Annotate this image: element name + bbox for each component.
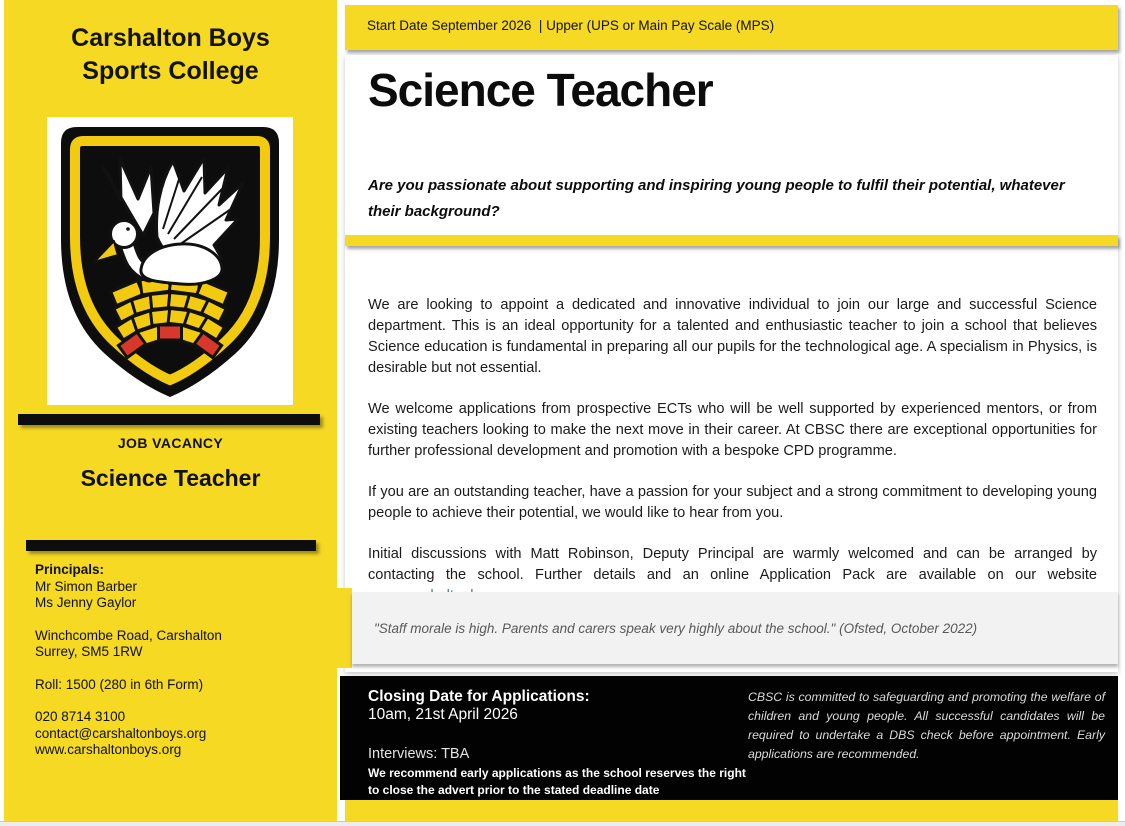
school-crest-box (47, 117, 293, 405)
sidebar-role-title: Science Teacher (80, 465, 261, 491)
job-vacancy-label: JOB VACANCY (117, 435, 224, 451)
page-title: Science Teacher (368, 64, 713, 116)
bottom-yellow-bar (345, 800, 1118, 821)
principal-name: Mr Simon Barber (35, 578, 138, 594)
start-date-pay-scale: Start Date September 2026 | Upper (UPS or Main Pay Scale (MPS) (367, 18, 775, 33)
intro-question: Are you passionate about supporting and inspiring young people to fulfil their potential, whatever their background? (368, 177, 1065, 220)
sidebar-contact-info (35, 562, 325, 759)
header-meta-bar (345, 5, 1118, 50)
quote-accent-bar (336, 588, 352, 668)
body-paragraph: We are looking to appoint a dedicated and innovative individual to join our large and successful Science department. This is an ideal opportunity for a talented and enthusiastic teacher to join a school that believes Science education is fundamental in preparing all our pupils for the technological age. A specialism in Physics, is desirable but not essential. (368, 297, 1097, 376)
email-address: contact@carshaltonboys.org (35, 725, 207, 741)
sidebar-divider-top (18, 414, 320, 425)
safeguarding-statement: CBSC is committed to safeguarding and promoting the welfare of children and young people. All successful candidates will be required to undertake a DBS check before appointment. Early applications are recommended. (748, 690, 1105, 761)
interviews-info: Interviews: TBA (368, 746, 470, 762)
school-name-line2: Sports College (82, 57, 259, 85)
body-paragraph: If you are an outstanding teacher, have a passion for your subject and a strong commitment to developing young people to achieve their potential, we would like to hear from you. (368, 484, 1097, 521)
footer-panel (340, 676, 1118, 800)
closing-date-value: 10am, 21st April 2026 (368, 706, 518, 723)
principal-name: Ms Jenny Gaylor (35, 595, 137, 610)
school-name (4, 22, 337, 88)
principals-label: Principals: (35, 562, 105, 577)
sidebar-divider-bottom (26, 540, 316, 551)
website-address: www.carshaltonboys.org (35, 742, 182, 757)
school-name-line1: Carshalton Boys (71, 24, 270, 52)
yellow-divider-bar (345, 235, 1118, 246)
page-bottom-edge (0, 821, 1125, 826)
address-line: Surrey, SM5 1RW (35, 644, 143, 659)
ofsted-quote-text: "Staff morale is high. Parents and carers speak very highly about the school." (Ofsted, October 2022) (374, 620, 978, 636)
footer-closing-info (368, 688, 768, 799)
school-crest-icon (47, 117, 293, 405)
body-paragraph: We welcome applications from prospective ECTs who will be well supported by experienced mentors, or from existing teachers looking to make the next move in their career. At CBSC there are exceptional opportunities for further professional development and promotion with a bespoke CPD programme. (368, 401, 1097, 459)
phone-number: 020 8714 3100 (35, 709, 126, 724)
closing-date-label: Closing Date for Applications: (368, 688, 590, 705)
address-line: Winchcombe Road, Carshalton (35, 627, 222, 643)
sidebar (4, 0, 337, 821)
advert-body-text (368, 295, 1097, 627)
body-paragraph-text: Initial discussions with Matt Robinson, Deputy Principal are warmly welcomed and can be arranged by contacting the school. Further details and an online Application Pack are available on our website (368, 546, 1097, 583)
ofsted-quote-box (352, 592, 1118, 664)
roll-info: Roll: 1500 (280 in 6th Form) (35, 676, 204, 692)
early-applications-note: We recommend early applications as the school reserves the right to close the advert prior to the stated deadline date (368, 766, 746, 797)
